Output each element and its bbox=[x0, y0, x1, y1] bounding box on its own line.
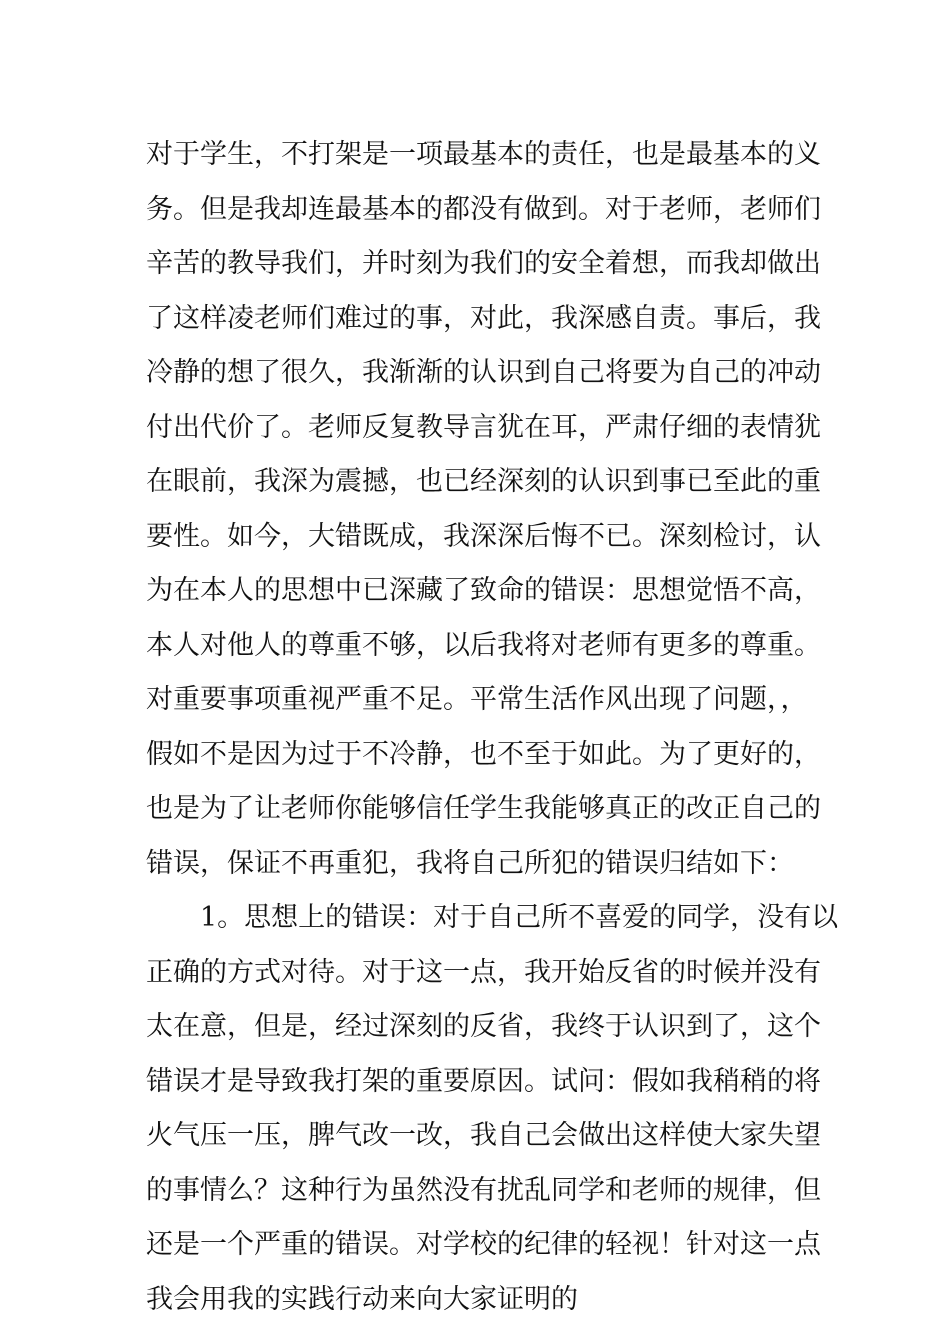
text-line: 对重要事项重视严重不足。平常生活作风出现了问题，， bbox=[146, 684, 808, 715]
text-line: 的事情么？这种行为虽然没有扰乱同学和老师的规律，但 bbox=[146, 1174, 821, 1206]
body-text bbox=[146, 128, 839, 1327]
text-line: 正确的方式对待。对于这一点，我开始反省的时候并没有 bbox=[146, 956, 821, 988]
list-item-line: 1。思想上的错误：对于自己所不喜爱的同学，没有以 bbox=[200, 902, 839, 933]
text-line: 务。但是我却连最基本的都没有做到。对于老师，老师们 bbox=[146, 193, 821, 225]
text-line: 冷静的想了很久，我渐渐的认识到自己将要为自己的冲动 bbox=[146, 357, 821, 388]
text-line: 为在本人的思想中已深藏了致命的错误：思想觉悟不高， bbox=[146, 575, 821, 606]
text-line: 太在意，但是，经过深刻的反省，我终于认识到了，这个 bbox=[146, 1011, 821, 1042]
text-line: 错误才是导致我打架的重要原因。试问：假如我稍稍的将 bbox=[146, 1065, 821, 1097]
text-line: 也是为了让老师你能够信任学生我能够真正的改正自己的 bbox=[146, 793, 821, 824]
text-line: 要性。如今，大错既成，我深深后悔不已。深刻检讨，认 bbox=[146, 520, 821, 552]
text-line: 辛苦的教导我们，并时刻为我们的安全着想，而我却做出 bbox=[146, 248, 821, 279]
text-line: 还是一个严重的错误。对学校的纪律的轻视！针对这一点 bbox=[146, 1229, 821, 1260]
text-line: 我会用我的实践行动来向大家证明的 bbox=[146, 1283, 578, 1315]
text-line: 了这样凌老师们难过的事，对此，我深感自责。事后，我 bbox=[146, 302, 821, 334]
text-line: 对于学生，不打架是一项最基本的责任，也是最基本的义 bbox=[146, 139, 821, 170]
text-line: 火气压一压，脾气改一改，我自己会做出这样使大家失望 bbox=[146, 1120, 821, 1151]
text-line: 本人对他人的尊重不够，以后我将对老师有更多的尊重。 bbox=[146, 629, 821, 661]
text-line: 付出代价了。老师反复教导言犹在耳，严肃仔细的表情犹 bbox=[146, 411, 821, 443]
text-line: 在眼前，我深为震撼，也已经深刻的认识到事已至此的重 bbox=[146, 466, 821, 497]
text-line: 假如不是因为过于不冷静，也不至于如此。为了更好的， bbox=[146, 738, 821, 770]
text-line: 错误，保证不再重犯，我将自己所犯的错误归结如下： bbox=[146, 847, 794, 879]
